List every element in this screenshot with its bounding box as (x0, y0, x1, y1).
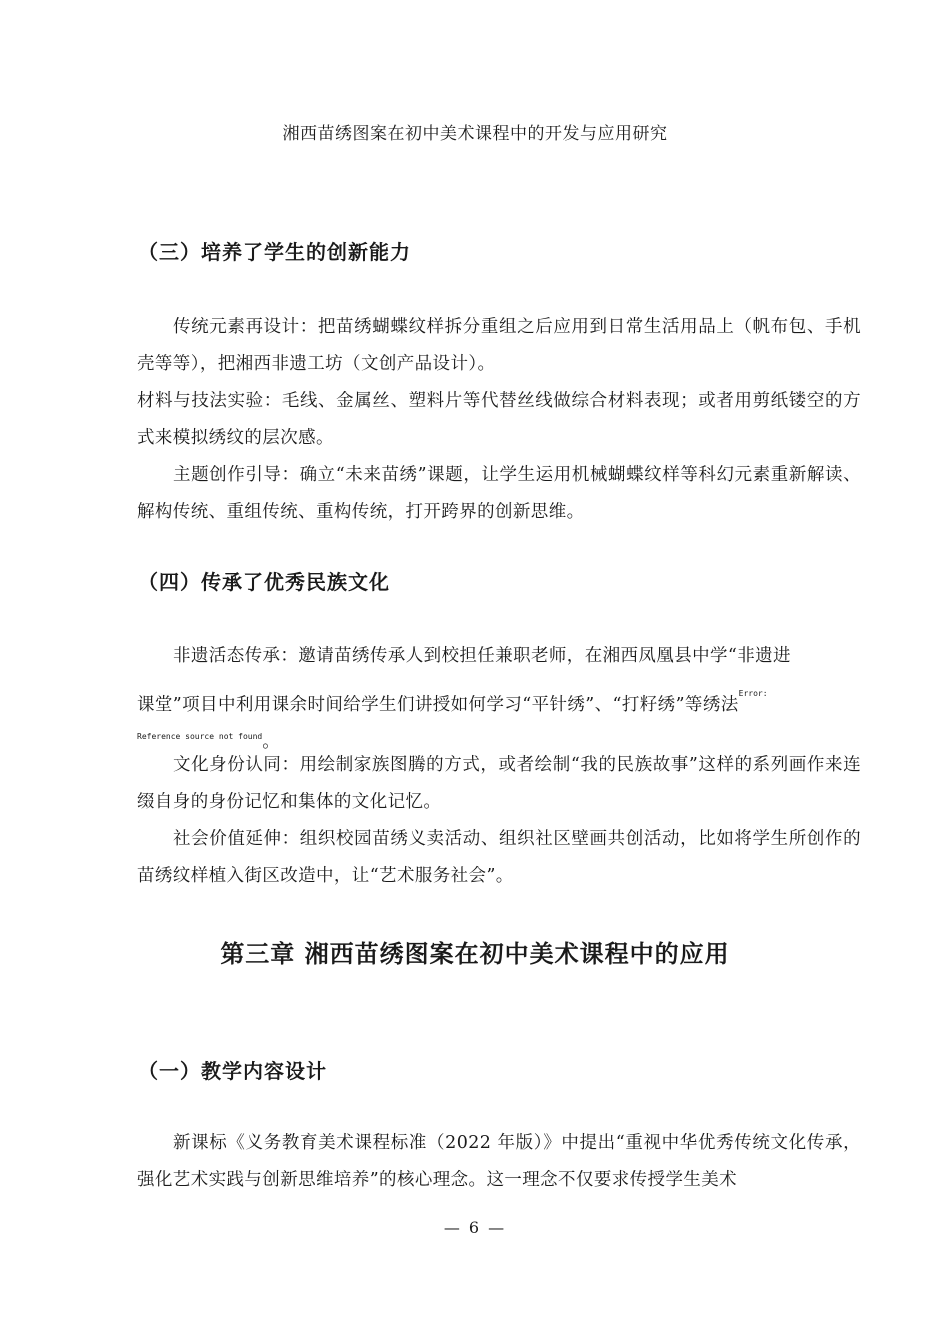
paragraph-theme-creation: 主题创作引导：确立“未来苗绣”课题，让学生运用机械蝴蝶纹样等科幻元素重新解读、解构传统、重组传统、重构传统，打开跨界的创新思维。 (137, 465, 861, 522)
page-number: — 6 — (443, 1218, 507, 1237)
paragraph-curriculum-standard: 新课标《义务教育美术课程标准（2022 年版）》中提出“重视中华优秀传统文化传承，强化艺术实践与创新思维培养”的核心理念。这一理念不仅要求传授学生美术 (137, 1133, 861, 1190)
error-reference-text: Error: (738, 689, 768, 698)
section-heading-teaching-content: （一）教学内容设计 (138, 1059, 327, 1083)
section-heading-culture: （四）传承了优秀民族文化 (138, 570, 390, 594)
paragraph-material-experiment: 材料与技法实验：毛线、金属丝、塑料片等代替丝线做综合材料表现；或者用剪纸镂空的方式来模拟绣纹的层次感。 (137, 391, 861, 448)
section-heading-innovation: （三）培养了学生的创新能力 (138, 240, 411, 264)
running-title: 湘西苗绣图案在初中美术课程中的开发与应用研究 (282, 124, 668, 144)
paragraph-cultural-identity: 文化身份认同：用绘制家族图腾的方式，或者绘制“我的民族故事”这样的系列画作来连缀自身的身份记忆和集体的文化记忆。 (137, 755, 861, 812)
paragraph-heritage-transmission (137, 638, 861, 755)
chapter-title: 第三章 湘西苗绣图案在初中美术课程中的应用 (220, 940, 730, 968)
error-reference-text: Reference source not found (137, 732, 263, 741)
paragraph-line: 非遗活态传承：邀请苗绣传承人到校担任兼职老师，在湘西凤凰县中学“非遗进 (173, 646, 791, 666)
paragraph-social-value: 社会价值延伸：组织校园苗绣义卖活动、组织社区壁画共创活动，比如将学生所创作的苗绣纹样植入街区改造中，让“艺术服务社会”。 (137, 829, 861, 886)
paragraph-line (137, 675, 861, 724)
paragraph-element-redesign: 传统元素再设计：把苗绣蝴蝶纹样拆分重组之后应用到日常生活用品上（帆布包、手机壳等等），把湘西非遗工坊（文创产品设计）。 (137, 317, 861, 374)
text-span: 。 (262, 732, 281, 752)
text-span: 课堂”项目中利用课余时间给学生们讲授如何学习“平针绣”、“打籽绣”等绣法 (137, 695, 739, 715)
